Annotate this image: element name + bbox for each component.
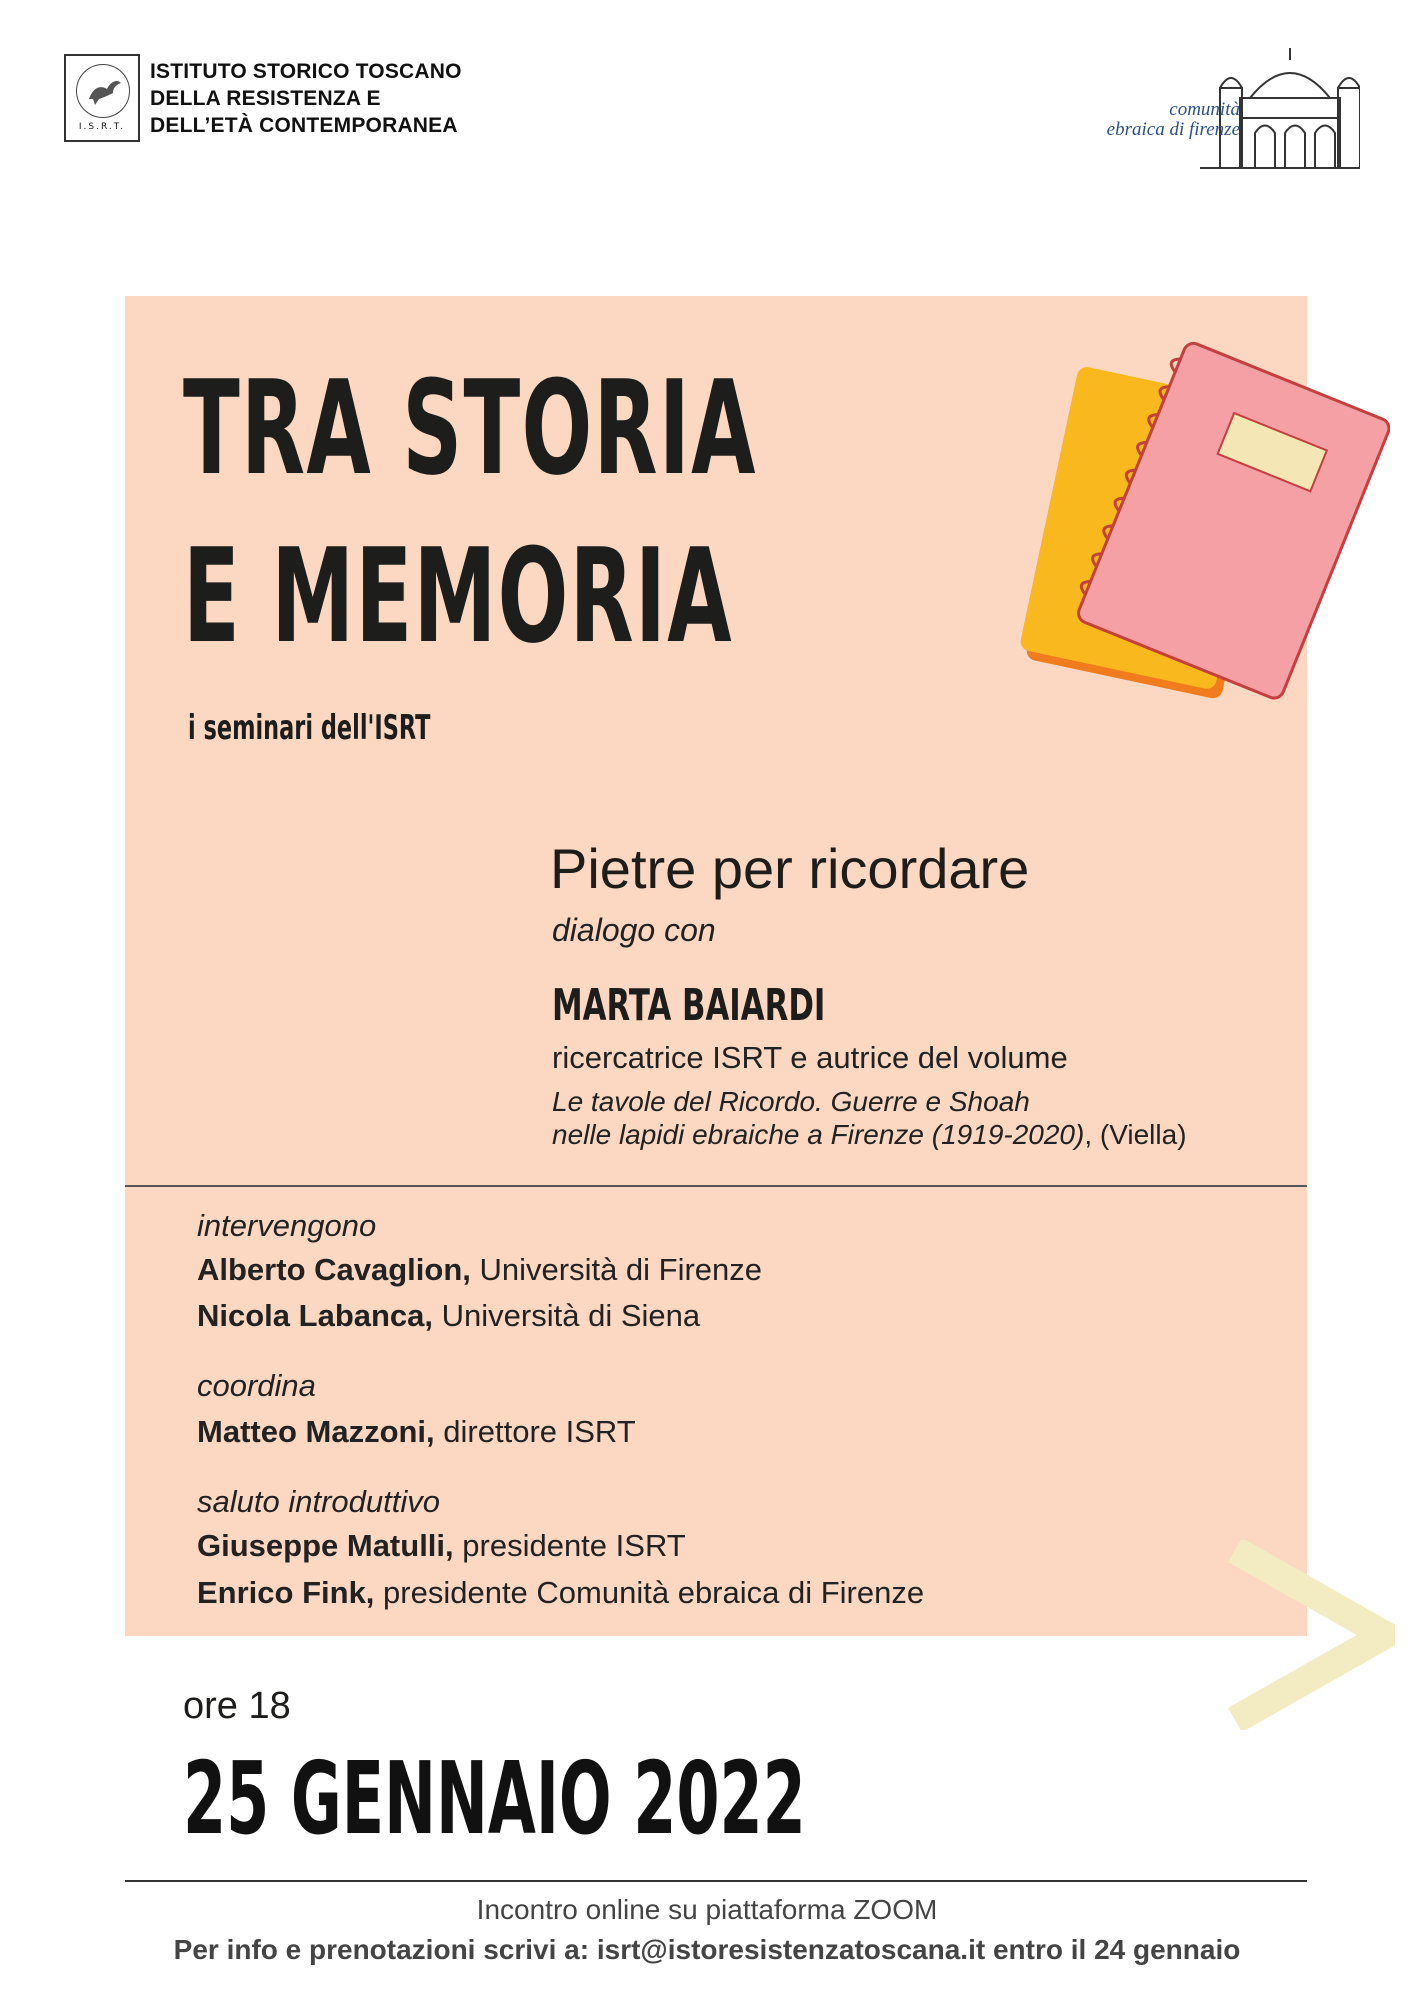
isrt-abbr: I.S.R.T. — [78, 122, 126, 132]
series-title — [183, 344, 757, 680]
speaker-name: MARTA BAIARDI — [552, 980, 826, 1031]
isrt-name: ISTITUTO STORICO TOSCANO DELLA RESISTENZA E DELL’ETÀ CONTEMPORANEA — [150, 60, 462, 137]
participant-matulli — [197, 1528, 686, 1564]
isrt-logo — [64, 54, 140, 142]
pegasus-seal-icon — [76, 64, 130, 118]
participant-name: Alberto Cavaglion, — [197, 1252, 471, 1287]
dialogo-label: dialogo con — [552, 912, 716, 948]
participant-name: Nicola Labanca, — [197, 1298, 434, 1333]
intervengono-label: intervengono — [197, 1208, 377, 1243]
book-publisher: , (Viella) — [1084, 1119, 1187, 1150]
participant-affiliation: Università di Siena — [433, 1298, 701, 1333]
footer-platform: Incontro online su piattaforma ZOOM — [476, 1894, 938, 1925]
participant-fink — [197, 1575, 924, 1611]
participant-name: Giuseppe Matulli, — [197, 1528, 454, 1563]
saluto-label: saluto introduttivo — [197, 1484, 440, 1519]
footer-info: Per info e prenotazioni scrivi a: isrt@istoresistenzatoscana.it entro il 24 gennaio — [173, 1934, 1241, 1965]
participant-name: Matteo Mazzoni, — [197, 1414, 435, 1449]
comunita-ebraica-logo-text — [1090, 100, 1240, 140]
notebooks-icon — [990, 330, 1390, 750]
ce-logo-line2: ebraica di firenze — [1106, 119, 1240, 140]
event-title: Pietre per ricordare — [550, 837, 1030, 900]
participant-name: Enrico Fink, — [197, 1575, 375, 1610]
participant-affiliation: presidente ISRT — [453, 1528, 686, 1563]
series-subtitle: i seminari dell'ISRT — [188, 708, 431, 748]
ce-logo-line1: comunità — [1169, 99, 1240, 120]
chevron-right-icon — [1225, 1540, 1395, 1730]
participant-cavaglion — [197, 1252, 762, 1288]
coordina-label: coordina — [197, 1368, 316, 1403]
speaker-role: ricercatrice ISRT e autrice del volume — [552, 1040, 1068, 1075]
event-date: 25 GENNAIO 2022 — [183, 1740, 806, 1857]
footer-divider — [125, 1880, 1307, 1882]
participant-affiliation: presidente Comunità ebraica di Firenze — [374, 1575, 925, 1610]
book-reference — [552, 1085, 1187, 1151]
book-title-line2: nelle lapidi ebraiche a Firenze (1919-2020) — [552, 1119, 1085, 1150]
participant-labanca — [197, 1298, 700, 1334]
participant-affiliation: Università di Firenze — [470, 1252, 763, 1287]
section-divider — [125, 1185, 1307, 1187]
book-title-line1: Le tavole del Ricordo. Guerre e Shoah — [552, 1086, 1030, 1117]
participant-affiliation: direttore ISRT — [434, 1414, 636, 1449]
series-title-line2: E MEMORIA — [183, 520, 733, 672]
event-time: ore 18 — [183, 1685, 291, 1727]
series-title-line1: TRA STORIA — [183, 352, 757, 504]
participant-mazzoni — [197, 1414, 636, 1450]
